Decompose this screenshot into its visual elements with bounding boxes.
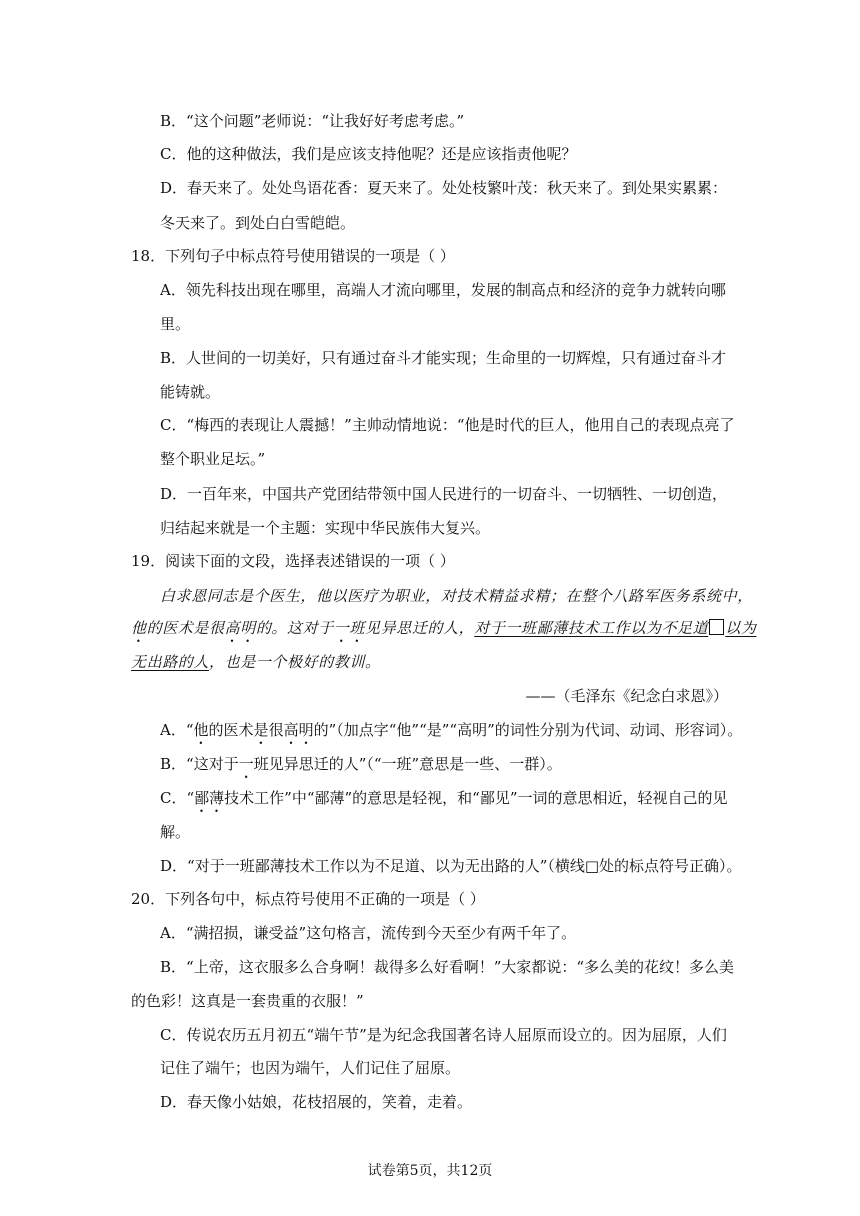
q20-option-a: A．“满招损，谦受益”这句格言，流传到今天至少有两千年了。 bbox=[160, 924, 577, 942]
q20-option-b-cont: 的色彩！这真是一套贵重的衣服！” bbox=[131, 992, 364, 1010]
underlined-phrase: 对于一班鄙薄技术工作以为不足道 以为 bbox=[474, 619, 757, 637]
q18-option-a: A．领先科技出现在哪里，高端人才流向哪里，发展的制高点和经济的竞争力就转向哪 bbox=[160, 281, 726, 299]
q17-option-b: B．“这个问题”老师说：“让我好好考虑考虑。” bbox=[160, 112, 465, 130]
passage-line-3: 无出路的人，也是一个极好的教训。 bbox=[131, 653, 381, 671]
dotted-word: 他 bbox=[131, 619, 147, 637]
blank-box bbox=[709, 619, 724, 635]
q20-option-d: D．春天像小姑娘，花枝招展的，笑着，走着。 bbox=[160, 1093, 473, 1111]
q19-option-c: C．“鄙薄技术工作”中“鄙薄”的意思是轻视，和“鄙见”一词的意思相近，轻视自己的见 bbox=[160, 789, 728, 807]
q20-stem: 20．下列各句中，标点符号使用不正确的一项是（ ） bbox=[131, 890, 485, 908]
q19-option-c-cont: 解。 bbox=[160, 823, 191, 841]
q20-option-c: C．传说农历五月初五“端午节”是为纪念我国著名诗人屈原而设立的。因为屈原，人们 bbox=[160, 1026, 727, 1044]
q19-option-b: B．“这对于一班见异思迁的人”（“一班”意思是一些、一群）。 bbox=[160, 755, 562, 773]
q18-option-b: B．人世间的一切美好，只有通过奋斗才能实现；生命里的一切辉煌，只有通过奋斗才 bbox=[160, 349, 727, 367]
q18-option-c-cont: 整个职业足坛。” bbox=[160, 450, 266, 468]
q17-option-d: D．春天来了。处处鸟语花香：夏天来了。处处枝繁叶茂：秋天来了。到处果实累累： bbox=[160, 179, 728, 197]
passage-line-2: 他的医术是很高明的。这对于一班见异思迁的人，对于一班鄙薄技术工作以为不足道 以为 bbox=[131, 619, 757, 637]
q19-stem: 19．阅读下面的文段，选择表述错误的一项（ ） bbox=[131, 552, 455, 570]
q17-option-c: C．他的这种做法，我们是应该支持他呢？还是应该指责他呢？ bbox=[160, 145, 577, 163]
q20-option-b: B．“上帝，这衣服多么合身啊！裁得多么好看啊！”大家都说：“多么美的花纹！多么美 bbox=[160, 958, 735, 976]
passage-line-1: 白求恩同志是个医生，他以医疗为职业，对技术精益求精；在整个八路军医务系统中， bbox=[160, 587, 753, 605]
q18-option-d: D．一百年来，中国共产党团结带领中国人民进行的一切奋斗、一切牺牲、一切创造， bbox=[160, 485, 728, 503]
page-footer: 试卷第5页，共12页 bbox=[367, 1163, 493, 1179]
q18-option-b-cont: 能铸就。 bbox=[160, 383, 221, 401]
q20-option-c-cont: 记住了端午；也因为端午，人们记住了屈原。 bbox=[160, 1059, 461, 1077]
q18-option-c: C．“梅西的表现让人震撼！”主帅动情地说：“他是时代的巨人，他用自己的表现点亮了 bbox=[160, 416, 735, 434]
q17-option-d-cont: 冬天来了。到处白白雪皑皑。 bbox=[160, 214, 356, 232]
underlined-phrase: 无出路的人 bbox=[131, 653, 210, 671]
dotted-word: 一班 bbox=[333, 619, 366, 637]
q18-option-d-cont: 归结起来就是一个主题：实现中华民族伟大复兴。 bbox=[160, 519, 491, 537]
dotted-word: 高明 bbox=[224, 619, 256, 637]
q19-option-d: D．“对于一班鄙薄技术工作以为不足道、以为无出路的人”（横线□处的标点符号正确）。 bbox=[160, 857, 742, 875]
q18-stem: 18．下列句子中标点符号使用错误的一项是（ ） bbox=[131, 247, 455, 265]
q18-option-a-cont: 里。 bbox=[160, 315, 191, 333]
passage-source: ——（毛泽东《纪念白求恩》） bbox=[525, 687, 728, 705]
q19-option-a: A．“他的医术是很高明的”（加点字“他”“是”“高明”的词性分别为代词、动词、形容词）。 bbox=[160, 721, 743, 739]
